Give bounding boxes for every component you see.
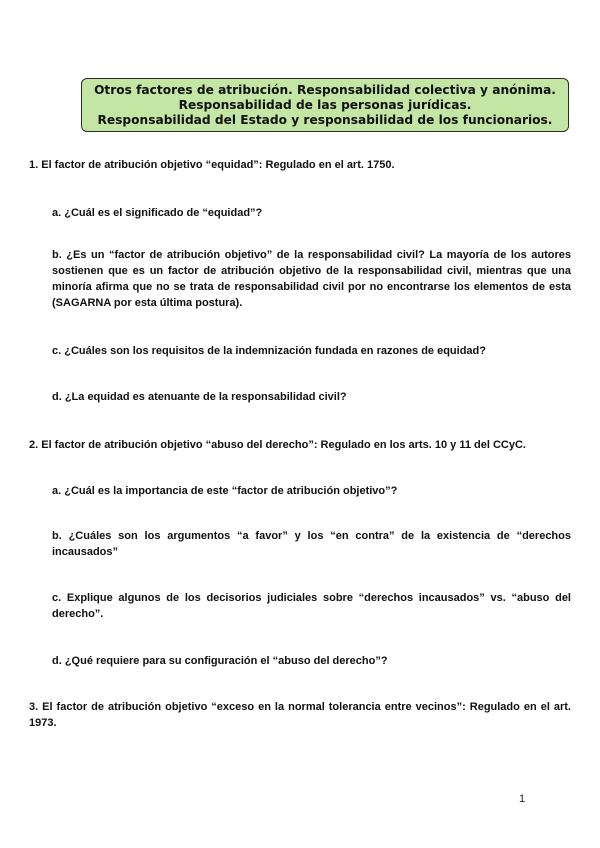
question-1a: a. ¿Cuál es el significado de “equidad”? xyxy=(52,207,263,219)
title-line-1: Otros factores de atribución. Responsabilidad colectiva y anónima. xyxy=(94,83,556,97)
page-number: 1 xyxy=(519,793,526,805)
title-box xyxy=(81,78,569,132)
question-2: 2. El factor de atribución objetivo “abuso del derecho”: Regulado en los arts. 10 y 11 del CCyC. xyxy=(29,439,526,451)
title-line-2: Responsabilidad de las personas jurídicas. xyxy=(178,98,472,112)
question-2c: c. Explique algunos de los decisorios judiciales sobre “derechos incausados” vs. “abuso del derecho”. xyxy=(52,592,571,620)
question-2d: d. ¿Qué requiere para su configuración el “abuso del derecho”? xyxy=(52,655,388,667)
question-1: 1. El factor de atribución objetivo “equidad”: Regulado en el art. 1750. xyxy=(29,159,395,171)
question-3: 3. El factor de atribución objetivo “exceso en la normal tolerancia entre vecinos”: Regulado en el art. 1973. xyxy=(29,701,571,729)
question-2a: a. ¿Cuál es la importancia de este “factor de atribución objetivo”? xyxy=(52,485,398,497)
question-1b: b. ¿Es un “factor de atribución objetivo” de la responsabilidad civil? La mayoría de los autores sostienen que es un factor de atribución objetivo de la responsabilidad civil, mientras que una minoría afirma que no se trata de responsabilidad civil por no encontrarse los elementos de esta (SAGARNA por esta última postura). xyxy=(52,249,571,309)
question-1c: c. ¿Cuáles son los requisitos de la indemnización fundada en razones de equidad? xyxy=(52,345,486,357)
question-1d: d. ¿La equidad es atenuante de la responsabilidad civil? xyxy=(52,391,347,403)
question-2b: b. ¿Cuáles son los argumentos “a favor” y los “en contra” de la existencia de “derechos incausados” xyxy=(52,530,571,558)
title-line-3: Responsabilidad del Estado y responsabilidad de los funcionarios. xyxy=(97,113,553,127)
